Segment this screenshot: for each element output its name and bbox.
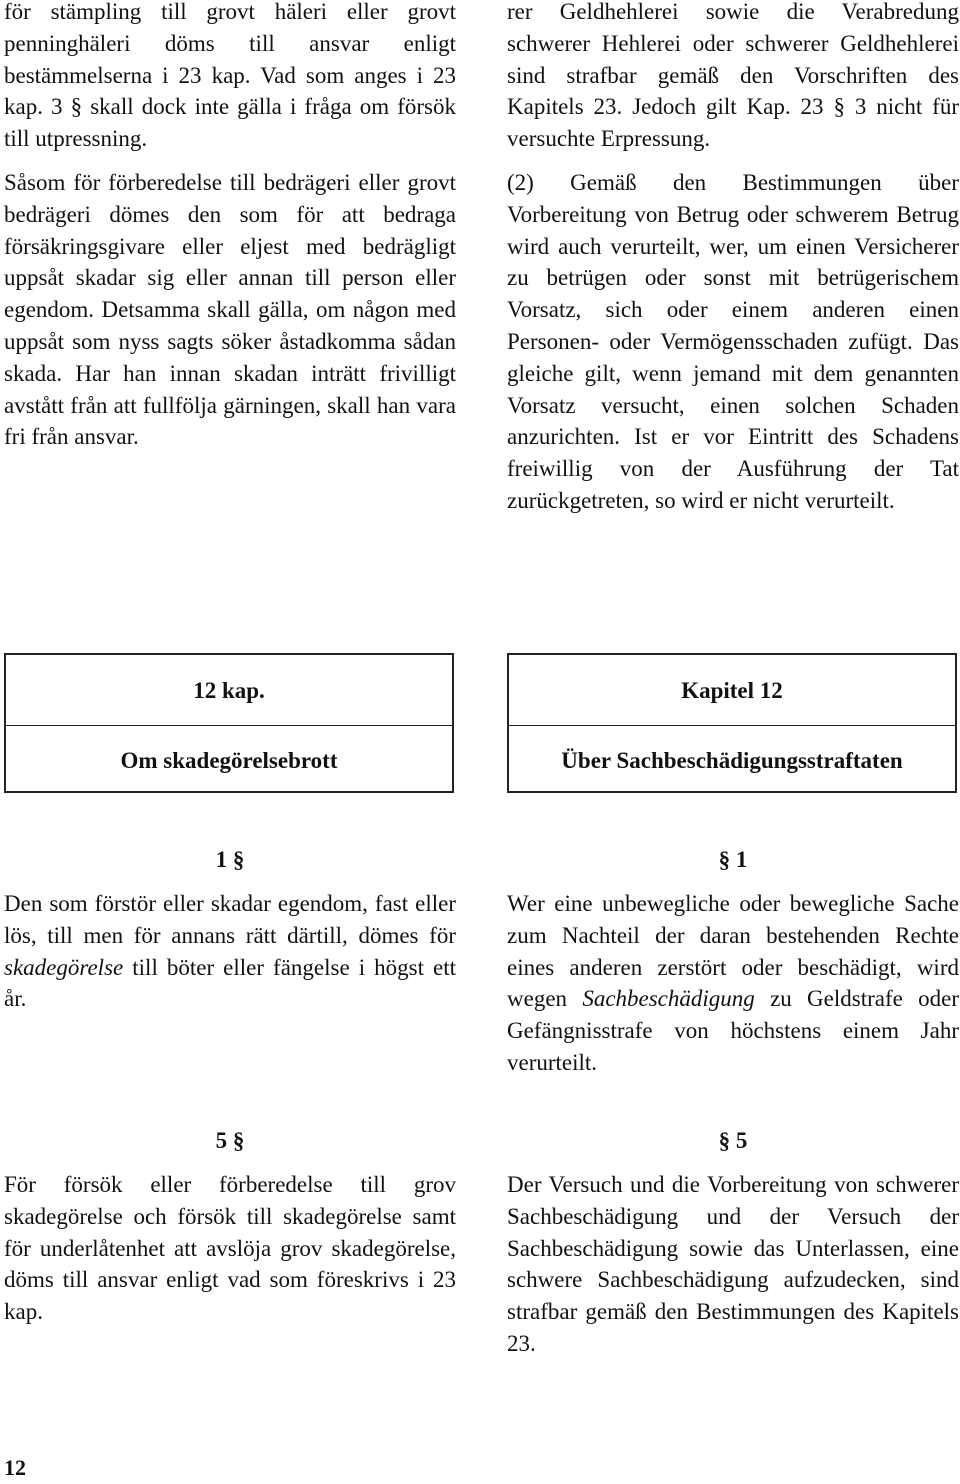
text-segment: Wer eine unbewegliche oder bewegliche Sache zum Nachteil der daran bestehenden Rechte eines anderen zerstört oder beschädigt, wird wegen bbox=[507, 891, 959, 1012]
chapter-box-sv bbox=[4, 653, 454, 793]
paragraph-sv-continuation: för stämpling till grovt häleri eller grovt penninghäleri döms till ansvar enligt bestämmelserna i 23 kap. Vad som anges i 23 kap. 3 § skall dock inte gälla i fråga om försök till utpressning. bbox=[4, 0, 456, 152]
chapter-number-de: Kapitel 12 bbox=[509, 655, 955, 726]
section-5-sv bbox=[4, 1125, 456, 1328]
paragraph-sv-forberedelse: Såsom för förberedelse till bedrägeri eller grovt bedrägeri dömes den som för att bedraga försäkringsgivare eller eljest med bedrägligt uppsåt skadar sig eller annan till person eller egendom. Detsamma skall gälla, om någon med uppsåt som nyss sagts söker åstadkomma sådan skada. Har han innan skadan inträtt frivilligt avstått från att fullfölja gärningen, skall han vara fri från ansvar. bbox=[4, 169, 456, 450]
section-heading-sv: 1 § bbox=[215, 847, 245, 872]
section-text-sv bbox=[4, 888, 456, 1015]
section-text-de bbox=[507, 888, 959, 1079]
chapter-number-sv: 12 kap. bbox=[6, 655, 452, 726]
text-segment: Den som förstör eller skadar egendom, fast eller lös, till men för annans rätt därtill, dömes för bbox=[4, 891, 456, 948]
section-heading-de: § 5 bbox=[718, 1128, 748, 1153]
top-left-column bbox=[4, 0, 456, 453]
page-number: 12 bbox=[4, 1455, 26, 1480]
section-5-de bbox=[507, 1125, 959, 1360]
chapter-title-de: Über Sachbeschädigungsstraftaten bbox=[561, 748, 903, 773]
legal-term: skadegörelse bbox=[4, 954, 124, 980]
paragraph-de-continuation: rer Geldhehlerei sowie die Verabredung schwerer Hehlerei oder schwerer Geldhehlerei sind strafbar gemäß den Vorschriften des Kapitels 23. Jedoch gilt Kap. 23 § 3 nicht für versuchte Erpressung. bbox=[507, 0, 959, 152]
section-heading-de: § 1 bbox=[718, 847, 748, 872]
text-segment: till böter eller fängelse i högst ett år. bbox=[4, 954, 456, 1012]
section-heading-sv: 5 § bbox=[215, 1128, 245, 1153]
section-text-de: Der Versuch und die Vorbereitung von schwerer Sachbeschädigung und der Versuch der Sachbeschädigung sowie das Unterlassen, eine schwere Sachbeschädigung aufzudecken, sind strafbar gemäß den Bestimmungen des Kapitels 23. bbox=[507, 1172, 959, 1356]
text-segment: zu Geldstrafe oder Gefängnisstrafe von höchstens einem Jahr verurteilt. bbox=[507, 986, 959, 1075]
section-text-sv: För försök eller förberedelse till grov skadegörelse och försök till skadegörelse samt för underlåtenhet att avslöja grov skadegörelse, döms till ansvar enligt vad som föreskrivs i 23 kap. bbox=[4, 1172, 456, 1325]
paragraph-de-vorbereitung: (2) Gemäß den Bestimmungen über Vorbereitung von Betrug oder schwerem Betrug wird auch verurteilt, wer, um einen Versicherer zu betrügen oder sonst mit betrügerischem Vorsatz, sich oder einem anderen einen Personen- oder Vermögensschaden zufügt. Das gleiche gilt, wenn jemand mit dem genannten Vorsatz versucht, einen solchen Schaden anzurichten. Ist er vor Eintritt des Schadens freiwillig von der Ausführung der Tat zurückgetreten, so wird er nicht verurteilt. bbox=[507, 169, 959, 513]
section-1-sv bbox=[4, 844, 456, 1015]
chapter-box-de bbox=[507, 653, 957, 793]
top-right-column bbox=[507, 0, 959, 517]
legal-term: Sachbeschädigung bbox=[582, 986, 755, 1012]
chapter-title-sv: Om skadegörelsebrott bbox=[120, 748, 338, 773]
section-1-de bbox=[507, 844, 959, 1079]
